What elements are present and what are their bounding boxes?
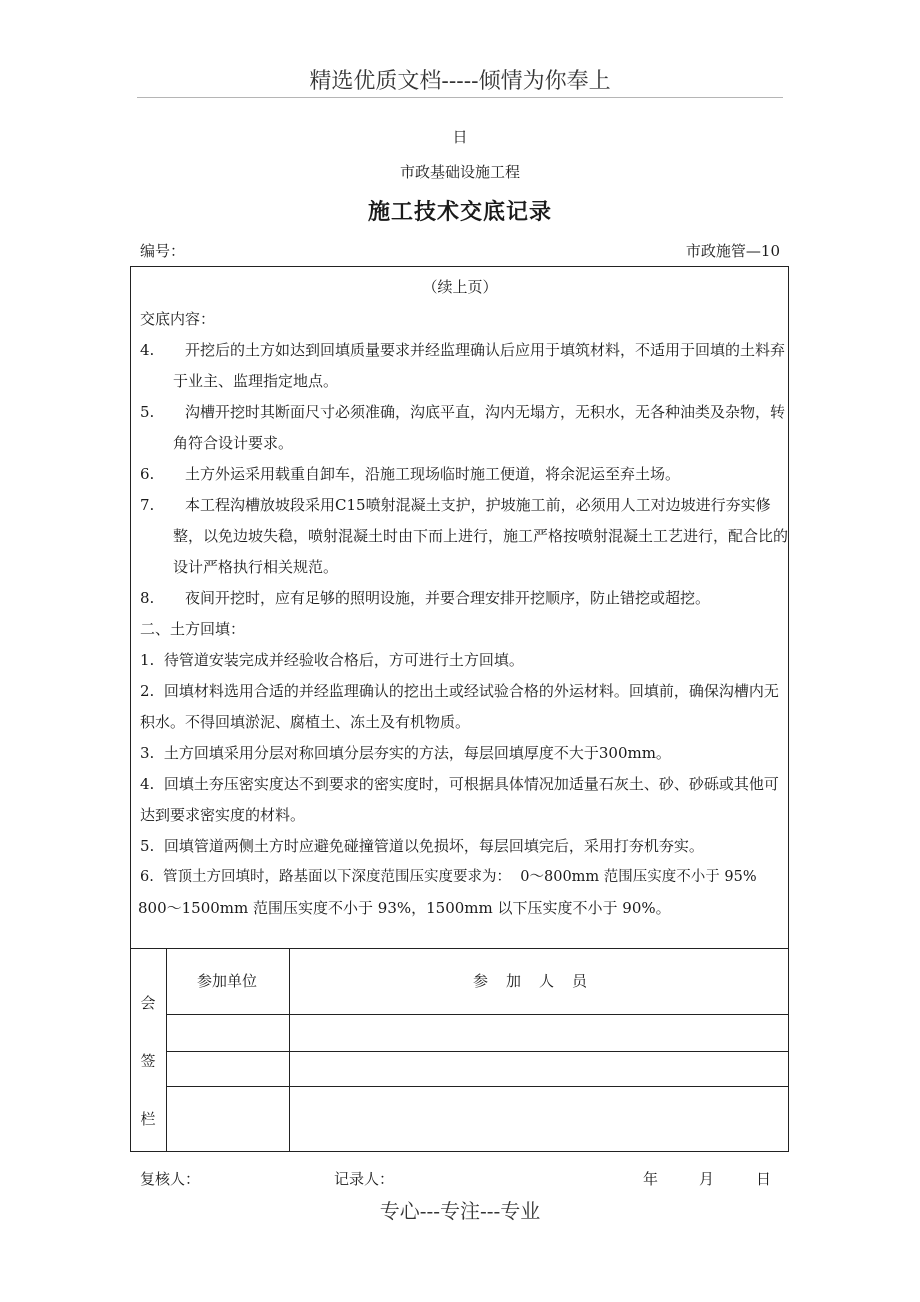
disclosure-content xyxy=(138,276,790,917)
year-label: 年 xyxy=(643,1170,659,1188)
recorder-label: 记录人： xyxy=(334,1170,395,1188)
sig-row-line-3 xyxy=(166,1086,788,1087)
item-text: 夜间开挖时，应有足够的照明设施，并要合理安排开挖顺序，防止错挖或超挖。 xyxy=(185,589,711,607)
fill-item: 1. 待管道安装完成并经验收合格后，方可进行土方回填。 xyxy=(140,651,524,669)
sig-row-line-2 xyxy=(166,1051,788,1052)
day-label: 日 xyxy=(756,1170,772,1188)
item-number: 6. xyxy=(140,465,155,483)
item-text: 本工程沟槽放坡段采用C15喷射混凝土支护，护坡施工前，必须用人工对边坡进行夯实修整，以免边坡失稳，喷射混凝土时由下而上进行，施工严格按喷射混凝土工艺进行，配合比的设计严格执行相关规范。 xyxy=(173,496,789,576)
item-text: 土方外运采用载重自卸车，沿施工现场临时施工便道，将余泥运至弃土场。 xyxy=(185,465,681,483)
reviewer-label: 复核人： xyxy=(140,1170,201,1188)
sig-char: 栏 xyxy=(140,1110,156,1128)
footer-slogan: 专心---专注---专业 xyxy=(379,1199,541,1223)
item-number: 5. xyxy=(140,403,155,421)
document-title: 施工技术交底记录 xyxy=(367,199,552,225)
serial-value: 市政施管—10 xyxy=(685,242,780,260)
item-text: 开挖后的土方如达到回填质量要求并经监理确认后应用于填筑材料，不适用于回填的土料弃于业主、监理指定地点。 xyxy=(173,341,786,390)
project-type: 市政基础设施工程 xyxy=(399,163,520,181)
sig-char: 签 xyxy=(140,1052,156,1070)
sig-char: 会 xyxy=(140,994,156,1012)
content-label: 交底内容： xyxy=(140,310,216,328)
fill-item: 800～1500mm 范围压实度不小于 93%，1500mm 以下压实度不小于 90%。 xyxy=(138,899,671,917)
fill-item: 5. 回填管道两侧土方时应避免碰撞管道以免损坏，每层回填完后，采用打夯机夯实。 xyxy=(140,837,704,855)
fill-item: 6. 管顶土方回填时，路基面以下深度范围压实度要求为： 0～800mm 范围压实度不小于 95% xyxy=(140,869,757,885)
item-number: 8. xyxy=(140,589,155,607)
serial-label: 编号： xyxy=(140,242,186,260)
header-divider xyxy=(137,97,783,98)
header-banner: 精选优质文档-----倾情为你奉上 xyxy=(309,69,611,94)
content-bottom-border xyxy=(131,948,788,949)
signature-vertical-label xyxy=(131,992,165,1166)
item-number: 4. xyxy=(140,341,155,359)
sig-row-line-1 xyxy=(166,1014,788,1015)
month-label: 月 xyxy=(699,1170,715,1188)
continued-label: （续上页） xyxy=(422,278,498,296)
item-text: 沟槽开挖时其断面尺寸必须准确，沟底平直，沟内无塌方，无积水，无各种油类及杂物，转角符合设计要求。 xyxy=(173,403,786,452)
day-char: 日 xyxy=(452,128,468,146)
item-number: 7. xyxy=(140,496,155,514)
column-header-unit: 参加单位 xyxy=(196,972,257,990)
column-header-personnel: 参加人员 xyxy=(472,972,605,990)
section-heading: 二、土方回填： xyxy=(140,620,246,638)
fill-item: 4. 回填土夯压密实度达不到要求的密实度时，可根据具体情况加适量石灰土、砂、砂砾或其他可达到要求密实度的材料。 xyxy=(140,775,779,824)
fill-item: 3. 土方回填采用分层对称回填分层夯实的方法，每层回填厚度不大于300mm。 xyxy=(140,744,671,762)
fill-item: 2. 回填材料选用合适的并经监理确认的挖出土或经试验合格的外运材料。回填前，确保沟槽内无积水。不得回填淤泥、腐植土、冻土及有机物质。 xyxy=(140,682,779,731)
